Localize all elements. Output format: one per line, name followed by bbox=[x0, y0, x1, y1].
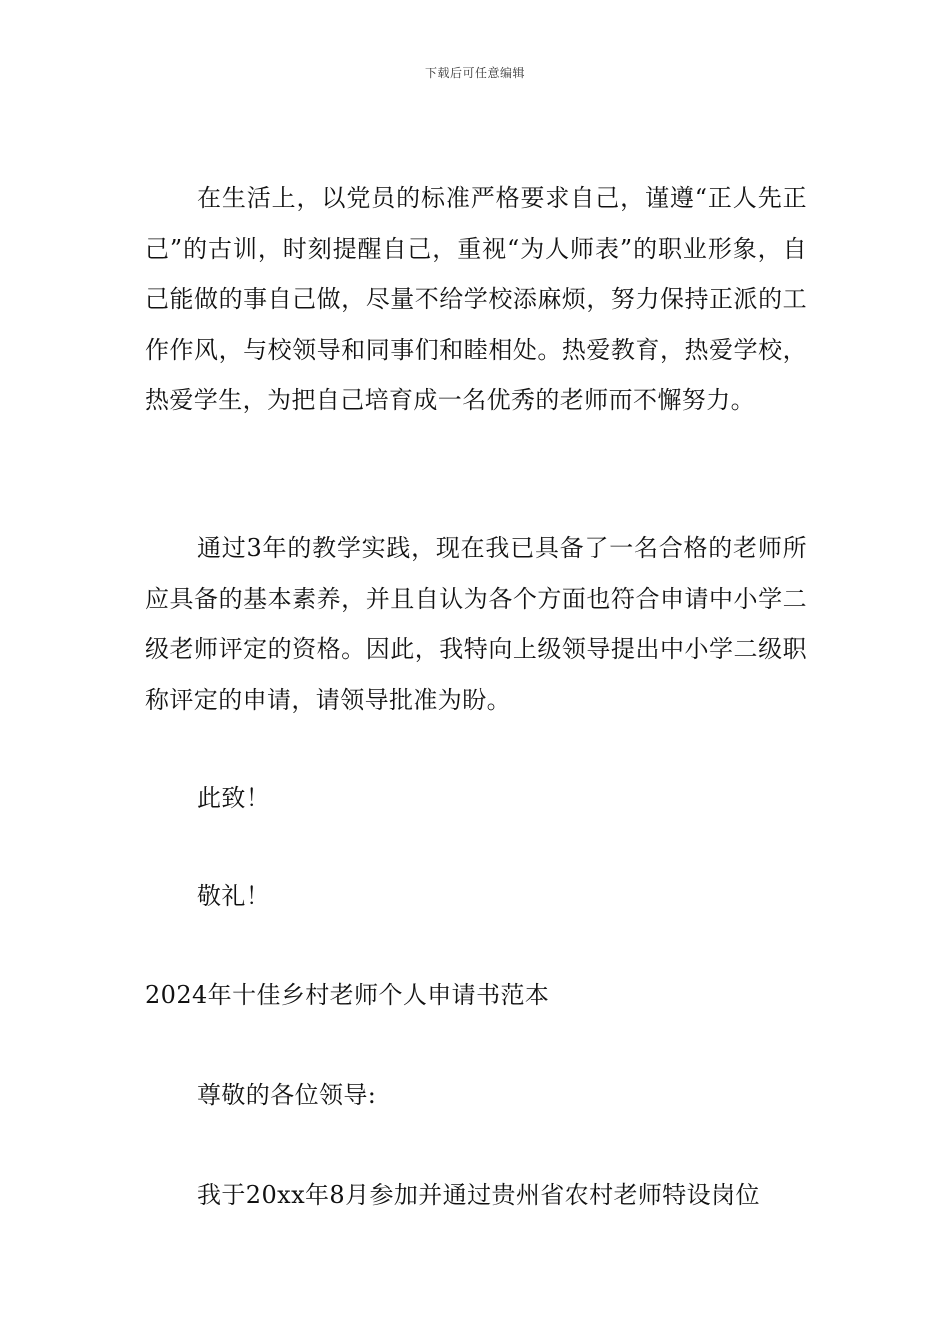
paragraph-teaching-practice: 通过3年的教学实践，现在我已具备了一名合格的老师所应具备的基本素养，并且自认为各个方面也符合申请中小学二级老师评定的资格。因此，我特向上级领导提出中小学二级职称评定的申请，请领导批准为盼。 bbox=[145, 534, 807, 714]
salutation: 尊敬的各位领导: bbox=[197, 1081, 377, 1109]
section-title: 2024年十佳乡村老师个人申请书范本 bbox=[145, 981, 550, 1009]
paragraph-life-conduct: 在生活上，以党员的标准严格要求自己，谨遵“正人先正己”的古训，时刻提醒自己，重视“为人师表”的职业形象，自己能做的事自己做，尽量不给学校添麻烦，努力保持正派的工作作风，与校领导和同事们和睦相处。热爱教育，热爱学校，热爱学生，为把自己培育成一名优秀的老师而不懈努力。 bbox=[145, 184, 807, 414]
page-header: 下载后可任意编辑 bbox=[424, 66, 525, 80]
closing-salute: 敬礼！ bbox=[197, 882, 271, 910]
paragraph-application-start: 我于20xx年8月参加并通过贵州省农村老师特设岗位 bbox=[197, 1181, 760, 1209]
closing-greeting: 此致！ bbox=[197, 784, 271, 812]
